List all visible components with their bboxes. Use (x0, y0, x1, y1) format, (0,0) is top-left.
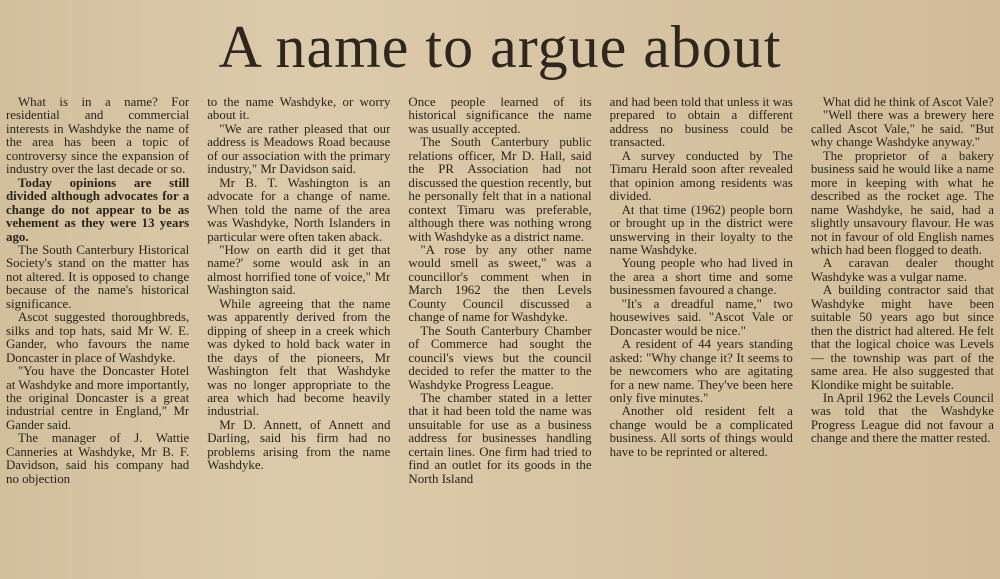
article-paragraph: "You have the Doncaster Hotel at Washdyke and more importantly, the original Doncaster is a great industrial centre in England," Mr Gander said. (6, 364, 190, 432)
article-paragraph: "We are rather pleased that our address is Meadows Road because of our association with the primary industry," Mr Davidson said. (207, 121, 391, 177)
article-paragraph: The South Canterbury Chamber of Commerce had sought the council's views but the council decided to refer the matter to the Washdyke Progress League. (408, 323, 592, 392)
article-paragraph: Young people who had lived in the area a short time and some businessmen favoured a change. (609, 256, 793, 298)
article-paragraph: to the name Washdyke, or worry about it. (207, 96, 391, 123)
article-paragraph: The proprietor of a bakery business said he would like a name more in keeping with what he described as the rocket age. The name Washdyke, he said, had a slightly unsavoury flavour. He was not in favour of old English names which had been flogged to death. (810, 148, 995, 257)
article-paragraph: A survey conducted by The Timaru Herald soon after revealed that opinion among residents was divided. (609, 148, 793, 204)
column-3 (408, 96, 591, 576)
article-paragraph: Once people learned of its historical significance the name was usually accepted. (408, 96, 592, 136)
article-paragraph: A building contractor said that Washdyke might have been suitable 50 years ago but since then the district had altered. He felt that the logical choice was Levels — the township was part of the same area. He also suggested that Klondike might be suitable. (810, 283, 995, 392)
article-paragraph: In April 1962 the Levels Council was told that the Washdyke Progress League did not favour a change and there the matter rested. (810, 390, 995, 446)
article-paragraph: The manager of J. Wattie Canneries at Washdyke, Mr B. F. Davidson, said his company had no objection (6, 431, 190, 486)
article-paragraph: Another old resident felt a change would be a complicated business. All sorts of things would have to be reprinted or altered. (609, 404, 793, 459)
article-paragraph: A resident of 44 years standing asked: "Why change it? It seems to be newcomers who are agitating for a new name. They've been here only five minutes." (609, 337, 793, 405)
article-paragraph: What did he think of Ascot Vale? (822, 96, 994, 109)
article-paragraph: Mr D. Annett, of Annett and Darling, said his firm had no problems arising from the name Washdyke. (207, 417, 391, 473)
article-paragraph: Mr B. T. Washington is an advocate for a change of name. When told the name of the area was Washdyke, North Islanders in particular were often taken aback. (207, 175, 391, 244)
article-paragraph: "It's a dreadful name," two housewives said. "Ascot Vale or Doncaster would be nice." (609, 296, 793, 338)
article-paragraph: "Well there was a brewery here called Ascot Vale," he said. "But why change Washdyke anyway." (810, 108, 995, 150)
article-paragraph: Today opinions are still divided although advocates for a change do not appear to be as vehement as they were 13 years ago. (6, 175, 190, 244)
article-paragraph: What is in a name? For residential and commercial interests in Washdyke the name of the area has been a topic of controversy since the expansion of industry over the last decade or so. (6, 96, 190, 177)
article-paragraph: At that time (1962) people born or brought up in the district were unswerving in their loyalty to the name Washdyke. (609, 202, 793, 257)
article-paragraph: The chamber stated in a letter that it had been told the name was unsuitable for use as a business address for businesses handling certain lines. One firm had tried to find an outlet for its goods in the North Island (408, 390, 592, 486)
article-paragraph: A caravan dealer thought Washdyke was a vulgar name. (810, 256, 995, 284)
article-paragraph: The South Canterbury public relations officer, Mr D. Hall, said the PR Association had not discussed the question recently, but he personally felt that in a national context Timaru was preferable, although there was nothing wrong with Washdyke as a district name. (408, 135, 592, 244)
article-paragraph: and had been told that unless it was prepared to obtain a different address no business could be transacted. (609, 96, 793, 150)
column-2 (207, 96, 390, 576)
article-paragraph: "How on earth did it get that name?' some would ask in an almost horrified tone of voice," Mr Washington said. (207, 242, 391, 298)
article-paragraph: While agreeing that the name was apparently derived from the dipping of sheep in a creek which was dyked to hold back water in the days of the pioneers, Mr Washington felt that Washdyke was no longer appropriate to the area which had become heavily industrial. (207, 296, 391, 419)
column-1 (6, 96, 189, 576)
article-columns (6, 96, 994, 576)
article-paragraph: The South Canterbury Historical Society's stand on the matter has not altered. It is opposed to change because of the name's historical significance. (6, 242, 190, 311)
article-paragraph: Ascot suggested thoroughbreds, silks and top hats, said Mr W. E. Gander, who favours the name Doncaster in place of Washdyke. (6, 310, 190, 365)
column-5 (811, 96, 994, 576)
headline: A name to argue about (218, 14, 782, 80)
column-4 (610, 96, 793, 576)
article-paragraph: "A rose by any other name would smell as sweet," was a councillor's comment when in March 1962 the then Levels County Council discussed a change of name for Washdyke. (408, 242, 592, 325)
